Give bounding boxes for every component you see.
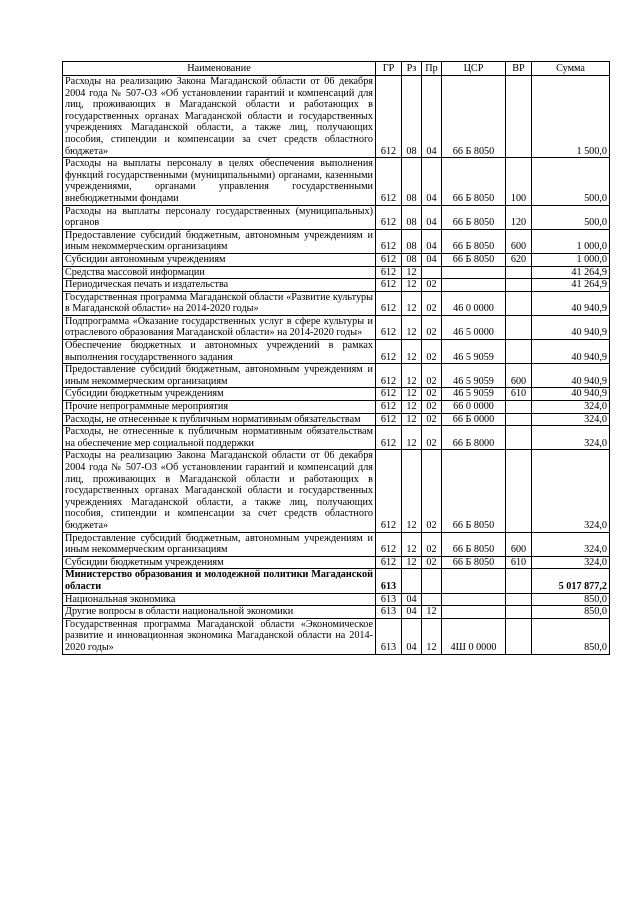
cell-csr: 66 Б 8050	[442, 556, 506, 569]
cell-name: Субсидии бюджетным учреждениям	[63, 556, 376, 569]
table-row	[63, 229, 610, 253]
table-row	[63, 205, 610, 229]
cell-rz: 04	[402, 606, 422, 619]
cell-vr	[506, 593, 532, 606]
cell-csr: 46 5 9059	[442, 340, 506, 364]
cell-csr: 66 Б 8050	[442, 158, 506, 205]
table-row	[63, 388, 610, 401]
cell-pr: 04	[422, 76, 442, 158]
cell-sum: 40 940,9	[532, 364, 610, 388]
cell-rz: 12	[402, 315, 422, 339]
cell-sum: 1 000,0	[532, 253, 610, 266]
header-gr: ГР	[376, 62, 402, 76]
table-row	[63, 450, 610, 532]
table-row	[63, 556, 610, 569]
table-row	[63, 266, 610, 279]
cell-pr: 02	[422, 556, 442, 569]
cell-vr	[506, 315, 532, 339]
cell-gr: 612	[376, 426, 402, 450]
cell-sum: 850,0	[532, 606, 610, 619]
cell-gr: 612	[376, 364, 402, 388]
table-row	[63, 253, 610, 266]
cell-sum: 1 000,0	[532, 229, 610, 253]
cell-rz: 08	[402, 76, 422, 158]
table-row	[63, 401, 610, 414]
cell-sum: 850,0	[532, 593, 610, 606]
cell-gr: 612	[376, 401, 402, 414]
cell-csr	[442, 279, 506, 292]
cell-rz: 08	[402, 253, 422, 266]
cell-sum: 324,0	[532, 532, 610, 556]
cell-rz: 12	[402, 266, 422, 279]
cell-vr	[506, 340, 532, 364]
cell-gr: 613	[376, 606, 402, 619]
table-row	[63, 593, 610, 606]
cell-gr: 612	[376, 532, 402, 556]
cell-gr: 612	[376, 291, 402, 315]
table-row	[63, 340, 610, 364]
header-vr: ВР	[506, 62, 532, 76]
cell-rz: 12	[402, 340, 422, 364]
table-row	[63, 618, 610, 654]
cell-vr	[506, 413, 532, 426]
cell-rz: 08	[402, 158, 422, 205]
cell-pr: 02	[422, 279, 442, 292]
cell-gr: 612	[376, 266, 402, 279]
cell-rz: 12	[402, 556, 422, 569]
cell-vr: 610	[506, 556, 532, 569]
cell-pr: 02	[422, 532, 442, 556]
cell-rz: 12	[402, 364, 422, 388]
cell-sum: 5 017 877,2	[532, 569, 610, 593]
cell-vr	[506, 426, 532, 450]
cell-gr: 612	[376, 556, 402, 569]
table-row	[63, 291, 610, 315]
cell-name: Предоставление субсидий бюджетным, автономным учреждениям и иным некоммерческим организациям	[63, 229, 376, 253]
cell-sum: 41 264,9	[532, 279, 610, 292]
cell-pr: 02	[422, 426, 442, 450]
cell-csr: 66 Б 8050	[442, 450, 506, 532]
cell-sum: 40 940,9	[532, 315, 610, 339]
cell-pr: 12	[422, 606, 442, 619]
cell-pr: 02	[422, 315, 442, 339]
cell-sum: 324,0	[532, 556, 610, 569]
cell-name: Подпрограмма «Оказание государственных услуг в сфере культуры и отраслевого образования Магаданской области» на 2014-2020 годы»	[63, 315, 376, 339]
cell-rz: 08	[402, 205, 422, 229]
cell-csr: 66 Б 0000	[442, 413, 506, 426]
cell-csr: 66 Б 8050	[442, 532, 506, 556]
cell-rz: 12	[402, 291, 422, 315]
cell-pr: 02	[422, 388, 442, 401]
table-row	[63, 569, 610, 593]
cell-rz: 12	[402, 388, 422, 401]
cell-sum: 40 940,9	[532, 291, 610, 315]
document-page	[62, 61, 609, 655]
cell-sum: 500,0	[532, 158, 610, 205]
cell-pr: 04	[422, 229, 442, 253]
cell-rz: 04	[402, 618, 422, 654]
cell-csr: 66 Б 8000	[442, 426, 506, 450]
cell-sum: 324,0	[532, 413, 610, 426]
cell-gr: 612	[376, 450, 402, 532]
cell-rz: 12	[402, 413, 422, 426]
cell-pr: 04	[422, 253, 442, 266]
cell-csr: 66 Б 8050	[442, 253, 506, 266]
header-pr: Пр	[422, 62, 442, 76]
cell-csr	[442, 593, 506, 606]
cell-name: Расходы на реализацию Закона Магаданской области от 06 декабря 2004 года № 507-ОЗ «Об установлении гарантий и компенсаций для лиц, проживающих в Магаданской области и работающих в государственных органах Магаданской области и государственных учреждениях Магаданской области, а также лиц, получающих пособия, стипендии и компенсации за счет средств областного бюджета»	[63, 450, 376, 532]
header-name: Наименование	[63, 62, 376, 76]
cell-name: Субсидии автономным учреждениям	[63, 253, 376, 266]
cell-sum: 500,0	[532, 205, 610, 229]
cell-pr: 12	[422, 618, 442, 654]
cell-pr: 04	[422, 205, 442, 229]
cell-gr: 613	[376, 569, 402, 593]
cell-csr	[442, 569, 506, 593]
cell-sum: 850,0	[532, 618, 610, 654]
cell-name: Средства массовой информации	[63, 266, 376, 279]
cell-name: Обеспечение бюджетных и автономных учреждений в рамках выполнения государственного задания	[63, 340, 376, 364]
cell-sum: 41 264,9	[532, 266, 610, 279]
cell-csr: 46 5 9059	[442, 364, 506, 388]
cell-name: Государственная программа Магаданской области «Экономическое развитие и инновационная экономика Магаданской области на 2014-2020 годы»	[63, 618, 376, 654]
cell-pr: 02	[422, 450, 442, 532]
cell-sum: 1 500,0	[532, 76, 610, 158]
table-body	[63, 76, 610, 655]
cell-name: Периодическая печать и издательства	[63, 279, 376, 292]
cell-pr	[422, 266, 442, 279]
cell-vr: 600	[506, 532, 532, 556]
cell-vr: 120	[506, 205, 532, 229]
cell-pr: 02	[422, 401, 442, 414]
cell-pr: 02	[422, 340, 442, 364]
cell-gr: 612	[376, 315, 402, 339]
cell-rz: 12	[402, 426, 422, 450]
cell-name: Прочие непрограммные мероприятия	[63, 401, 376, 414]
cell-vr	[506, 618, 532, 654]
cell-name: Субсидии бюджетным учреждениям	[63, 388, 376, 401]
cell-sum: 40 940,9	[532, 340, 610, 364]
cell-csr: 66 Б 8050	[442, 76, 506, 158]
table-row	[63, 413, 610, 426]
cell-csr: 4Ш 0 0000	[442, 618, 506, 654]
cell-gr: 612	[376, 388, 402, 401]
table-row	[63, 279, 610, 292]
cell-sum: 324,0	[532, 401, 610, 414]
cell-gr: 612	[376, 205, 402, 229]
cell-gr: 612	[376, 158, 402, 205]
cell-name: Предоставление субсидий бюджетным, автономным учреждениям и иным некоммерческим организациям	[63, 532, 376, 556]
cell-vr: 610	[506, 388, 532, 401]
table-row	[63, 76, 610, 158]
cell-csr: 46 0 0000	[442, 291, 506, 315]
cell-vr	[506, 569, 532, 593]
header-sum: Сумма	[532, 62, 610, 76]
cell-csr	[442, 266, 506, 279]
cell-vr	[506, 450, 532, 532]
cell-gr: 613	[376, 593, 402, 606]
cell-csr	[442, 606, 506, 619]
table-row	[63, 364, 610, 388]
cell-pr	[422, 569, 442, 593]
table-row	[63, 532, 610, 556]
cell-name: Расходы на выплаты персоналу государственных (муниципальных) органов	[63, 205, 376, 229]
cell-name: Государственная программа Магаданской области «Развитие культуры в Магаданской области» на 2014-2020 годы»	[63, 291, 376, 315]
cell-vr	[506, 266, 532, 279]
cell-rz: 12	[402, 401, 422, 414]
cell-sum: 324,0	[532, 450, 610, 532]
cell-name: Другие вопросы в области национальной экономики	[63, 606, 376, 619]
cell-vr	[506, 76, 532, 158]
cell-csr: 66 Б 8050	[442, 205, 506, 229]
cell-gr: 612	[376, 279, 402, 292]
table-row	[63, 426, 610, 450]
cell-csr: 66 0 0000	[442, 401, 506, 414]
cell-gr: 612	[376, 413, 402, 426]
cell-vr: 620	[506, 253, 532, 266]
cell-name: Национальная экономика	[63, 593, 376, 606]
header-rz: Рз	[402, 62, 422, 76]
cell-vr	[506, 401, 532, 414]
cell-pr: 02	[422, 364, 442, 388]
cell-pr: 02	[422, 291, 442, 315]
header-row	[63, 62, 610, 76]
cell-rz	[402, 569, 422, 593]
cell-name: Расходы, не отнесенные к публичным нормативным обязательствам на обеспечение мер социальной поддержки	[63, 426, 376, 450]
cell-name: Расходы, не отнесенные к публичным нормативным обязательствам	[63, 413, 376, 426]
table-row	[63, 315, 610, 339]
table-row	[63, 606, 610, 619]
cell-name: Расходы на выплаты персоналу в целях обеспечения выполнения функций государственными (муниципальными) органами, казенными учреждениями, органами управления государственными внебюджетными фондами	[63, 158, 376, 205]
cell-rz: 12	[402, 279, 422, 292]
budget-table	[62, 61, 610, 655]
cell-vr: 600	[506, 229, 532, 253]
cell-sum: 40 940,9	[532, 388, 610, 401]
cell-name: Министерство образования и молодежной политики Магаданской области	[63, 569, 376, 593]
cell-rz: 12	[402, 450, 422, 532]
cell-gr: 612	[376, 340, 402, 364]
cell-gr: 612	[376, 76, 402, 158]
cell-vr	[506, 291, 532, 315]
cell-csr: 46 5 0000	[442, 315, 506, 339]
cell-gr: 612	[376, 229, 402, 253]
cell-rz: 12	[402, 532, 422, 556]
cell-rz: 08	[402, 229, 422, 253]
cell-pr: 04	[422, 158, 442, 205]
cell-gr: 613	[376, 618, 402, 654]
cell-csr: 66 Б 8050	[442, 229, 506, 253]
cell-pr: 02	[422, 413, 442, 426]
cell-name: Предоставление субсидий бюджетным, автономным учреждениям и иным некоммерческим организациям	[63, 364, 376, 388]
cell-vr: 100	[506, 158, 532, 205]
cell-csr: 46 5 9059	[442, 388, 506, 401]
cell-gr: 612	[376, 253, 402, 266]
header-csr: ЦСР	[442, 62, 506, 76]
table-row	[63, 158, 610, 205]
cell-pr	[422, 593, 442, 606]
cell-vr: 600	[506, 364, 532, 388]
cell-vr	[506, 279, 532, 292]
cell-sum: 324,0	[532, 426, 610, 450]
cell-name: Расходы на реализацию Закона Магаданской области от 06 декабря 2004 года № 507-ОЗ «Об установлении гарантий и компенсаций для лиц, проживающих в Магаданской области и работающих в государственных органах Магаданской области и государственных учреждениях Магаданской области, а также лиц, получающих пособия, стипендии и компенсации за счет средств областного бюджета»	[63, 76, 376, 158]
cell-rz: 04	[402, 593, 422, 606]
cell-vr	[506, 606, 532, 619]
